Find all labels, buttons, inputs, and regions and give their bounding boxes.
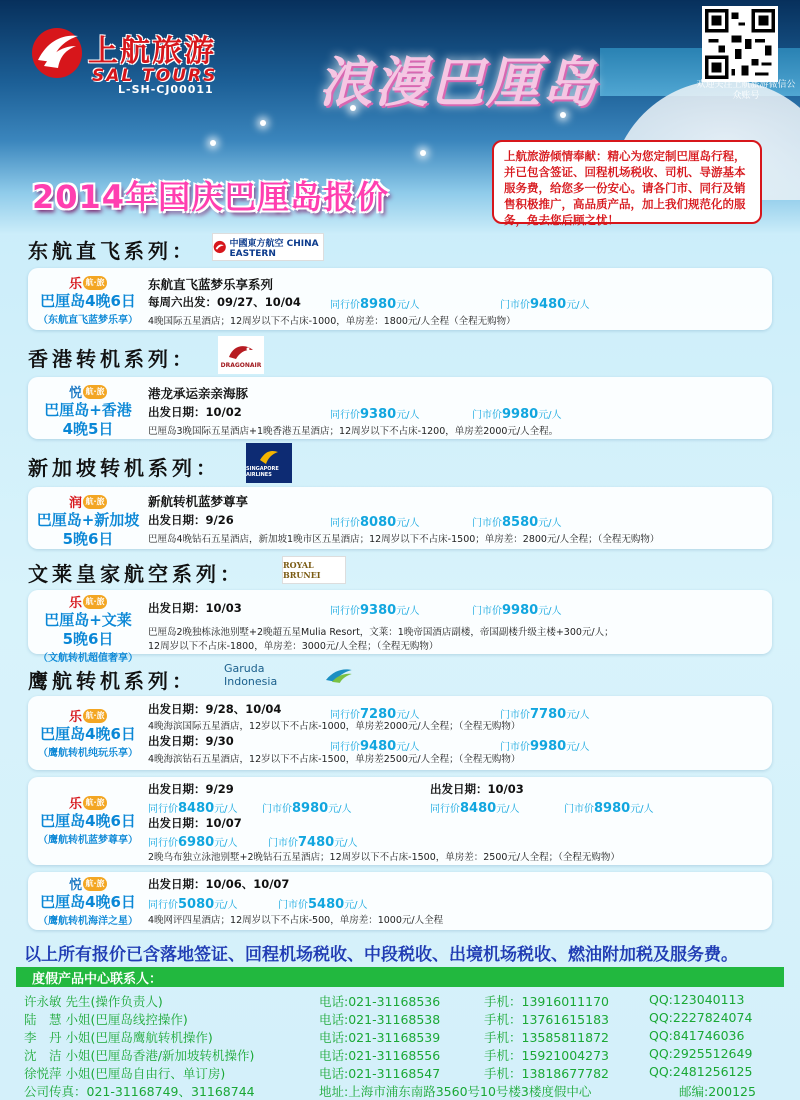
price-inclusion-statement: 以上所有报价已含落地签证、回程机场税收、中段税收、出境机场税收、燃油附加税及服务费。 bbox=[24, 945, 738, 965]
departure-label: 出发日期： bbox=[148, 405, 206, 419]
price-unit: 元/人 bbox=[214, 838, 238, 849]
retail-price: 8980 bbox=[594, 801, 631, 816]
contact-mobile: 手机：13916011170 bbox=[484, 994, 609, 1009]
sparkle-icon bbox=[260, 120, 266, 126]
sparkle-icon bbox=[210, 140, 216, 146]
peer-price: 8480 bbox=[460, 801, 497, 816]
contact-phone: 电话:021-31168547 bbox=[319, 1066, 441, 1081]
brand-badge-icon: 航·旅 bbox=[83, 495, 107, 509]
contact-phone: 电话:021-31168536 bbox=[319, 994, 441, 1009]
peer-price: 9480 bbox=[360, 739, 397, 754]
peer-price: 8080 bbox=[360, 515, 397, 530]
retail-price: 5480 bbox=[308, 897, 345, 912]
company-postcode: 邮编:200125 bbox=[679, 1084, 756, 1099]
price-unit: 元/人 bbox=[396, 300, 420, 311]
contact-qq: QQ:2925512649 bbox=[649, 1046, 753, 1061]
contact-mobile: 手机：13818677782 bbox=[484, 1066, 609, 1081]
contact-row bbox=[24, 1028, 784, 1046]
section-heading-royal-brunei: 文莱皇家航空系列： bbox=[28, 562, 244, 586]
departure-label: 出发日期： bbox=[148, 513, 206, 527]
company-address: 地址:上海市浦东南路3560号10号楼3楼度假中心 bbox=[319, 1084, 592, 1099]
price-unit: 元/人 bbox=[334, 838, 358, 849]
royal-brunei-logo-text: ROYAL BRUNEI bbox=[283, 560, 321, 580]
company-fax: 公司传真：021-31168749、31168744 bbox=[24, 1084, 255, 1099]
section-heading-singapore: 新加坡转机系列： bbox=[28, 456, 220, 480]
retail-price: 9980 bbox=[502, 603, 539, 618]
retail-price-label: 门市价 bbox=[500, 742, 530, 753]
price-unit: 元/人 bbox=[538, 518, 562, 529]
price-unit: 元/人 bbox=[214, 804, 238, 815]
product-subtitle: （东航直飞蓝梦乐享） bbox=[38, 315, 138, 326]
retail-price-label: 门市价 bbox=[278, 900, 308, 911]
product-tag bbox=[28, 592, 148, 664]
peer-price: 7280 bbox=[360, 707, 397, 722]
contact-phone: 电话:021-31168556 bbox=[319, 1048, 441, 1063]
peer-price: 9380 bbox=[360, 407, 397, 422]
retail-price-label: 门市价 bbox=[564, 804, 594, 815]
product-card-6 bbox=[28, 777, 772, 865]
retail-price: 8580 bbox=[502, 515, 539, 530]
section-heading-garuda: 鹰航转机系列： bbox=[28, 669, 196, 693]
departure-date: 10/06、10/07 bbox=[205, 877, 290, 891]
product-tag bbox=[28, 273, 148, 326]
china-eastern-logo-icon bbox=[213, 237, 227, 257]
contact-phone: 电话:021-31168539 bbox=[319, 1030, 441, 1045]
price-unit: 元/人 bbox=[630, 804, 654, 815]
product-note: 4晚国际五星酒店；12周岁以下不占床-1000，单房差：1800元/人全程（全程无购物） bbox=[148, 316, 516, 327]
contact-qq: QQ:2481256125 bbox=[649, 1064, 753, 1079]
company-info-row bbox=[24, 1082, 784, 1100]
contact-name: 许永敏 先生(操作负责人) bbox=[24, 994, 163, 1009]
dragonair-logo-text: DRAGONAIR bbox=[220, 361, 262, 369]
departure-date: 10/03 bbox=[205, 601, 242, 615]
retail-price-label: 门市价 bbox=[472, 518, 502, 529]
price-unit: 元/人 bbox=[344, 900, 368, 911]
product-tag bbox=[28, 382, 148, 439]
contact-name: 徐悦萍 小姐(巴厘岛自由行、单订房) bbox=[24, 1066, 226, 1081]
singapore-airlines-logo bbox=[246, 443, 292, 483]
product-duration: 5晚6日 bbox=[62, 530, 114, 548]
contact-name: 沈 洁 小姐(巴厘岛香港/新加坡转机操作) bbox=[24, 1048, 255, 1063]
contact-qq: QQ:2227824074 bbox=[649, 1010, 753, 1025]
departure-label: 出发日期： bbox=[148, 734, 206, 748]
price-unit: 元/人 bbox=[396, 606, 420, 617]
product-duration: 5晚6日 bbox=[62, 630, 114, 648]
product-name: 新航转机蓝梦尊享 bbox=[148, 494, 249, 509]
price-unit: 元/人 bbox=[328, 804, 352, 815]
product-note: 4晚海滨钻石五星酒店，12岁以下不占床-1500，单房差2500元/人全程；（全程无购物） bbox=[148, 754, 521, 765]
contact-row bbox=[24, 992, 784, 1010]
product-card-3 bbox=[28, 487, 772, 549]
peer-price: 9380 bbox=[360, 603, 397, 618]
peer-price: 8480 bbox=[178, 801, 215, 816]
price-unit: 元/人 bbox=[396, 410, 420, 421]
product-note: 巴厘岛4晚钻石五星酒店，新加坡1晚市区五星酒店；12周岁以下不占床-1500；单房差：2800元/人全程；（全程无购物） bbox=[148, 534, 660, 545]
departure-date: 10/02 bbox=[205, 405, 242, 419]
singapore-airlines-logo-text: SINGAPORE AIRLINES bbox=[246, 466, 279, 478]
notice-box: 上航旅游倾情奉献：精心为您定制巴厘岛行程，并已包含签证、回程机场税收、司机、导游基本服务费，给您多一份安心。请各门市、同行及销售积极推广，高品质产品，加上我们规范化的服务，免去您后顾之忧！ bbox=[492, 140, 762, 224]
product-destination: 巴厘岛4晚6日 bbox=[40, 292, 136, 310]
retail-price: 9980 bbox=[502, 407, 539, 422]
product-note: 4晚海滨国际五星酒店，12岁以下不占床-1000，单房差2000元/人全程；（全程无购物） bbox=[148, 721, 521, 732]
product-subtitle: （鹰航转机纯玩乐享） bbox=[38, 748, 138, 759]
brand-label: 乐 bbox=[68, 710, 82, 725]
price-unit: 元/人 bbox=[538, 410, 562, 421]
garuda-bird-icon bbox=[324, 666, 354, 684]
product-card-1 bbox=[28, 268, 772, 330]
brand-badge-icon: 航·旅 bbox=[83, 276, 107, 290]
retail-price-label: 门市价 bbox=[500, 300, 530, 311]
departure-label: 出发日期： bbox=[148, 601, 206, 615]
dragon-icon bbox=[226, 342, 256, 362]
contact-phone: 电话:021-31168538 bbox=[319, 1012, 441, 1027]
brand-label: 润 bbox=[68, 496, 82, 511]
china-eastern-logo-text: 中國東方航空 CHINA EASTERN bbox=[229, 238, 319, 259]
peer-price-label: 同行价 bbox=[148, 900, 178, 911]
contact-mobile: 手机：13761615183 bbox=[484, 1012, 609, 1027]
departure-date: 10/07 bbox=[205, 816, 242, 830]
product-destination: 巴厘岛+香港 bbox=[44, 401, 132, 419]
contact-row bbox=[24, 1010, 784, 1028]
peer-price-label: 同行价 bbox=[330, 710, 360, 721]
contact-qq: QQ:123040113 bbox=[649, 992, 745, 1007]
retail-price-label: 门市价 bbox=[472, 410, 502, 421]
price-unit: 元/人 bbox=[496, 804, 520, 815]
peer-price-label: 同行价 bbox=[330, 606, 360, 617]
brand-label: 乐 bbox=[68, 596, 82, 611]
product-subtitle: （鹰航转机海洋之星） bbox=[38, 916, 138, 927]
sal-logo-icon bbox=[30, 26, 84, 80]
price-unit: 元/人 bbox=[566, 742, 590, 753]
logo-chinese-name: 上航旅游 bbox=[88, 34, 216, 69]
product-duration: 4晚5日 bbox=[62, 420, 114, 438]
bird-icon bbox=[258, 448, 280, 466]
product-card-7 bbox=[28, 872, 772, 930]
retail-price: 8980 bbox=[292, 801, 329, 816]
peer-price: 6980 bbox=[178, 835, 215, 850]
page-title: 2014年国庆巴厘岛报价 bbox=[32, 178, 390, 216]
price-unit: 元/人 bbox=[396, 518, 420, 529]
contact-mobile: 手机：15921004273 bbox=[484, 1048, 609, 1063]
garuda-logo-text: Garuda Indonesia bbox=[224, 662, 278, 688]
peer-price: 5080 bbox=[178, 897, 215, 912]
product-tag bbox=[28, 492, 148, 549]
brand-label: 乐 bbox=[68, 277, 82, 292]
contact-name: 陆 慧 小姐(巴厘岛线控操作) bbox=[24, 1012, 188, 1027]
peer-price-label: 同行价 bbox=[330, 410, 360, 421]
brand-label: 乐 bbox=[68, 797, 82, 812]
price-unit: 元/人 bbox=[396, 710, 420, 721]
product-card-5 bbox=[28, 696, 772, 770]
contact-mobile: 手机：13585811872 bbox=[484, 1030, 609, 1045]
brand-badge-icon: 航·旅 bbox=[83, 595, 107, 609]
product-destination: 巴厘岛4晚6日 bbox=[40, 893, 136, 911]
logo-english-name: SAL TOURS bbox=[92, 66, 218, 86]
qr-code-icon bbox=[702, 6, 778, 82]
departure-date: 每周六出发：09/27、10/04 bbox=[148, 295, 301, 309]
retail-price-label: 门市价 bbox=[268, 838, 298, 849]
contact-header-bar bbox=[16, 967, 784, 987]
brand-label: 悦 bbox=[68, 878, 82, 893]
section-heading-dragonair: 香港转机系列： bbox=[28, 347, 196, 371]
price-unit: 元/人 bbox=[538, 606, 562, 617]
price-unit: 元/人 bbox=[214, 900, 238, 911]
brand-label: 悦 bbox=[68, 386, 82, 401]
product-subtitle: （鹰航转机蓝梦尊享） bbox=[38, 835, 138, 846]
china-eastern-logo bbox=[212, 233, 324, 261]
contact-list bbox=[24, 992, 784, 1100]
price-unit: 元/人 bbox=[566, 710, 590, 721]
product-note: 巴厘岛3晚国际五星酒店+1晚香港五星酒店；12周岁以下不占床-1200，单房差2000元/人全程。 bbox=[148, 426, 559, 437]
license-number: L-SH-CJ00011 bbox=[118, 83, 214, 96]
departure-date: 9/26 bbox=[205, 513, 234, 527]
brand-badge-icon: 航·旅 bbox=[83, 709, 107, 723]
product-note: 巴厘岛2晚独栋泳池别墅+2晚超五星Mulia Resort，文莱：1晚帝国酒店副楼，帝国副楼升级主楼+300元/人； bbox=[148, 627, 614, 638]
departure-date: 9/30 bbox=[205, 734, 234, 748]
dragonair-logo bbox=[218, 336, 264, 374]
qr-caption: 欢迎关注上航旅游微信公众账号 bbox=[696, 80, 796, 101]
peer-price-label: 同行价 bbox=[148, 838, 178, 849]
product-name: 东航直飞蓝梦乐享系列 bbox=[148, 277, 274, 292]
price-unit: 元/人 bbox=[396, 742, 420, 753]
slogan: 浪漫巴厘岛 bbox=[318, 50, 598, 114]
contact-title: 度假产品中心联系人： bbox=[32, 972, 163, 987]
contact-row bbox=[24, 1046, 784, 1064]
peer-price: 8980 bbox=[360, 297, 397, 312]
retail-price: 7480 bbox=[298, 835, 335, 850]
retail-price-label: 门市价 bbox=[262, 804, 292, 815]
product-subtitle: （文航转机超值奢享） bbox=[38, 653, 138, 664]
departure-label: 出发日期： bbox=[148, 877, 206, 891]
product-note: 2晚乌布独立泳池别墅+2晚钻石五星酒店；12周岁以下不占床-1500，单房差：2500元/人全程；（全程无购物） bbox=[148, 852, 620, 863]
price-unit: 元/人 bbox=[566, 300, 590, 311]
peer-price-label: 同行价 bbox=[430, 804, 460, 815]
departure-date: 9/28、10/04 bbox=[205, 702, 282, 716]
sparkle-icon bbox=[420, 150, 426, 156]
departure-label: 出发日期： bbox=[148, 702, 206, 716]
retail-price: 9980 bbox=[530, 739, 567, 754]
peer-price-label: 同行价 bbox=[148, 804, 178, 815]
product-card-2 bbox=[28, 377, 772, 439]
peer-price-label: 同行价 bbox=[330, 300, 360, 311]
product-note: 12周岁以下不占床-1800，单房差：3000元/人全程；（全程无购物） bbox=[148, 641, 439, 652]
brand-badge-icon: 航·旅 bbox=[83, 796, 107, 810]
product-destination: 巴厘岛+文莱 bbox=[44, 611, 132, 629]
product-destination: 巴厘岛4晚6日 bbox=[40, 812, 136, 830]
brand-badge-icon: 航·旅 bbox=[83, 385, 107, 399]
retail-price: 9480 bbox=[530, 297, 567, 312]
departure-label: 出发日期： bbox=[148, 782, 206, 796]
departure-label: 出发日期： bbox=[430, 782, 488, 796]
garuda-logo bbox=[224, 660, 354, 690]
product-destination: 巴厘岛4晚6日 bbox=[40, 725, 136, 743]
departure-date: 9/29 bbox=[205, 782, 234, 796]
section-heading-china-eastern: 东航直飞系列： bbox=[28, 239, 196, 263]
royal-brunei-logo bbox=[282, 556, 346, 584]
contact-qq: QQ:841746036 bbox=[649, 1028, 745, 1043]
product-destination: 巴厘岛+新加坡 bbox=[36, 511, 140, 529]
product-tag bbox=[28, 706, 148, 759]
retail-price: 7780 bbox=[530, 707, 567, 722]
product-tag bbox=[28, 874, 148, 927]
retail-price-label: 门市价 bbox=[500, 710, 530, 721]
product-name: 港龙承运亲亲海豚 bbox=[148, 386, 249, 401]
contact-name: 李 丹 小姐(巴厘岛鹰航转机操作) bbox=[24, 1030, 213, 1045]
peer-price-label: 同行价 bbox=[330, 518, 360, 529]
brand-badge-icon: 航·旅 bbox=[83, 877, 107, 891]
product-note: 4晚网评四星酒店；12周岁以下不占床-500，单房差：1000元/人全程 bbox=[148, 915, 444, 926]
product-card-4 bbox=[28, 590, 772, 664]
departure-date: 10/03 bbox=[487, 782, 524, 796]
contact-row bbox=[24, 1064, 784, 1082]
departure-label: 出发日期： bbox=[148, 816, 206, 830]
product-tag bbox=[28, 793, 148, 846]
retail-price-label: 门市价 bbox=[472, 606, 502, 617]
peer-price-label: 同行价 bbox=[330, 742, 360, 753]
